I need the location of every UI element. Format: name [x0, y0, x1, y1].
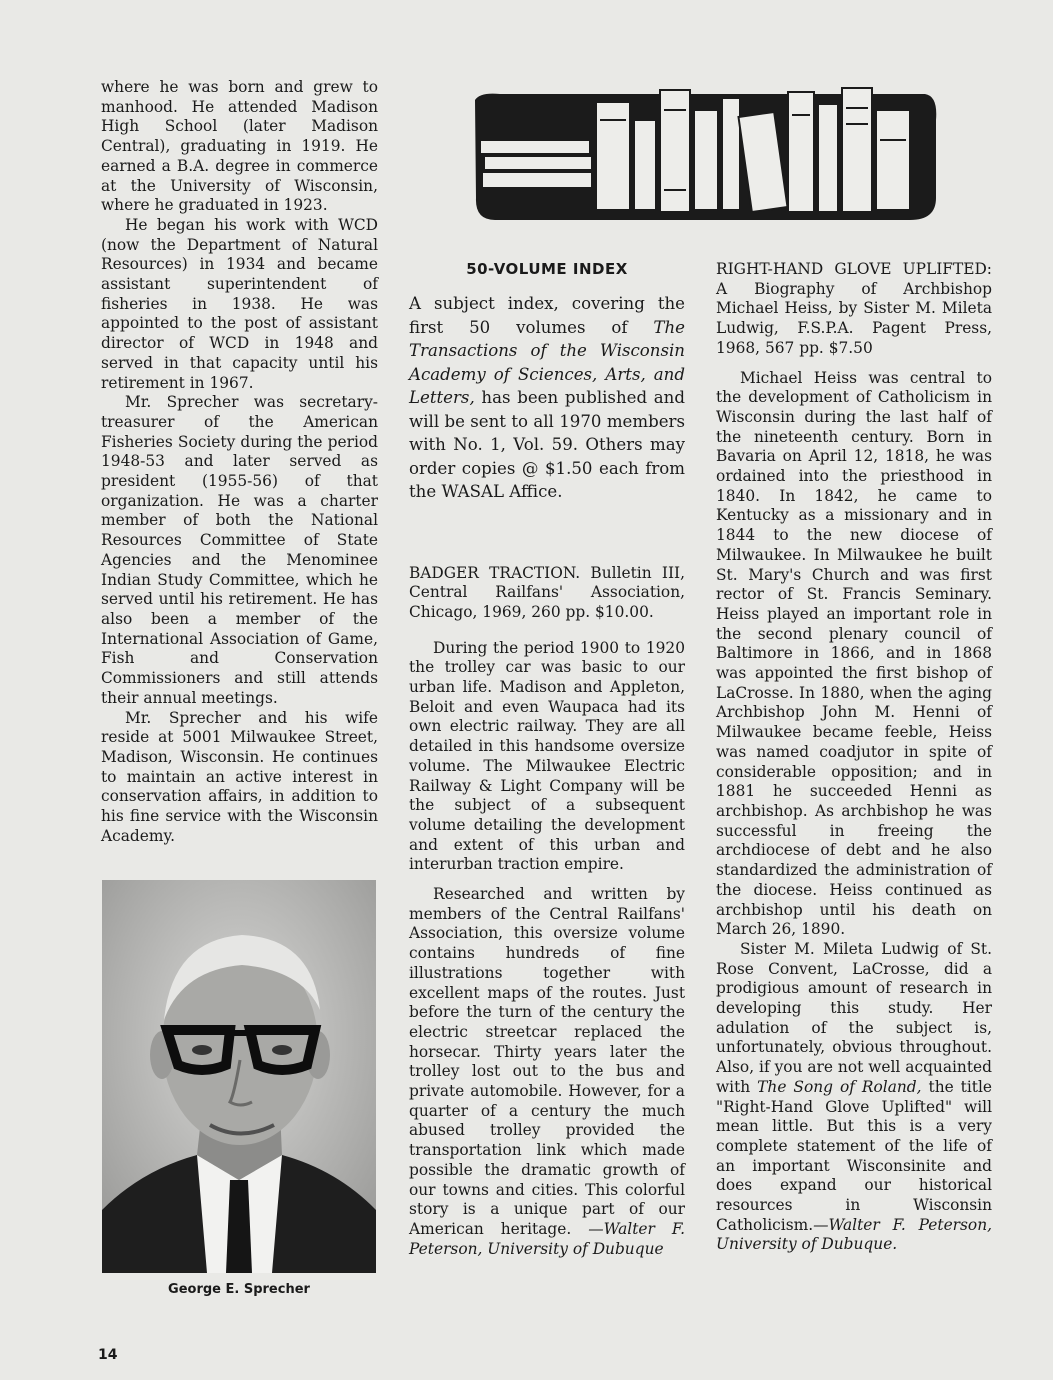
review1-paragraph-1: During the period 1900 to 1920 the trolley car was basic to our urban life. Madison and Appleton, Beloit and even Waupaca had its own electric railway. They are all detailed in this handsome oversize volume. The Milwaukee Electric Railway & Light Company will be the subject of a subsequent volume detailing the development and extent of this urban and interurban traction empire.: [409, 638, 685, 874]
review2-paragraph-2: Sister M. Mileta Ludwig of St. Rose Convent, LaCrosse, did a prodigious amount of research in developing this study. Her adulation of the subject is, unfortunately, obvious throughout. Also, if you are not well acquainted with The Song of Roland, the title "Right-Hand Glove Uplifted" will mean little. But this is a very complete statement of the life of an important Wisconsinite and does expand our historical resources in Wisconsin Catholicism.—Walter F. Peterson, University of Dubuque.: [716, 939, 993, 1254]
column-2: [409, 260, 685, 1259]
review1-citation: BADGER TRACTION. Bulletin III, Central Railfans' Association, Chicago, 1969, 260 pp. $10.00.: [409, 563, 685, 621]
review2-paragraph-1: Michael Heiss was central to the development of Catholicism in Wisconsin during the last half of the nineteenth century. Born in Bavaria on April 12, 1818, he was ordained into the priesthood in 1840. In 1842, he came to Kentucky as a missionary and in 1844 to the new diocese of Milwaukee. In Milwaukee he built St. Mary's Church and was first rector of St. Francis Seminary. Heiss played an important role in the second plenary council of Baltimore in 1866, and in 1868 was appointed the first bishop of LaCrosse. In 1880, when the aging Archbishop John M. Henni of Milwaukee became feeble, Heiss was named coadjutor in spite of considerable opposition; and in 1881 he succeeded Henni as archbishop. As archbishop he was successful in freeing the archdiocese of debt and he also standardized the administration of the diocese. Heiss continued as archbishop until his death on March 26, 1890.: [716, 368, 992, 939]
review2-citation: RIGHT-HAND GLOVE UPLIFTED: A Biography of Archbishop Michael Heiss, by Sister M. Mileta Ludwig, F.S.P.A. Pagent Press, 1968, 567 pp. $7.50: [716, 260, 992, 357]
review1-paragraph-2: Researched and written by members of the Central Railfans' Association, this oversize volume contains hundreds of fine illustrations together with excellent maps of the routes. Just before the turn of the century the electric streetcar replaced the horsecar. Thirty years later the trolley lost out to the bus and private automobile. However, for a quarter of a century the much abused trolley provided the transportation link which made possible the dramatic growth of our towns and cities. This colorful story is a unique part of our American heritage. —Walter F. Peterson, University of Dubuque: [409, 885, 685, 1258]
index-paragraph: A subject index, covering the first 50 volumes of The Transactions of the Wisconsin Academy of Sciences, Arts, and Letters, has been published and will be sent to all 1970 members with No. 1, Vol. 59. Others may order copies @ $1.50 each from the WASAL Affice.: [409, 294, 685, 501]
bio-paragraph-2: He began his work with WCD (now the Department of Natural Resources) in 1934 and became assistant superintendent of fisheries in 1938. He was appointed to the post of assistant director of WCD in 1948 and served in that capacity until his retirement in 1967.: [101, 215, 378, 392]
photo-caption: George E. Sprecher: [168, 1282, 310, 1297]
bio-paragraph-1: where he was born and grew to manhood. He attended Madison High School (later Madison Central), graduating in 1919. He earned a B.A. degree in commerce at the University of Wisconsin, where he graduated in 1923.: [101, 78, 378, 215]
page-number: 14: [98, 1347, 118, 1363]
column-3: [716, 260, 992, 1255]
bio-paragraph-3: Mr. Sprecher was secretary-treasurer of the American Fisheries Society during the period 1948-53 and later served as president (1955-56) of that organization. He was a charter member of both the National Resources Committee of State Agencies and the Menominee Indian Study Committee, which he served until his retirement. He has also been a member of the International Association of Game, Fish and Conservation Commissioners and still attends their annual meetings.: [101, 393, 378, 707]
index-heading: 50-VOLUME INDEX: [466, 260, 628, 278]
books-illustration: [470, 80, 940, 230]
column-1: [101, 78, 378, 846]
portrait-photo: [102, 880, 376, 1273]
bio-paragraph-4: Mr. Sprecher and his wife reside at 5001 Milwaukee Street, Madison, Wisconsin. He continues to maintain an active interest in conservation affairs, in addition to his fine service with the Wisconsin Academy.: [101, 708, 378, 845]
